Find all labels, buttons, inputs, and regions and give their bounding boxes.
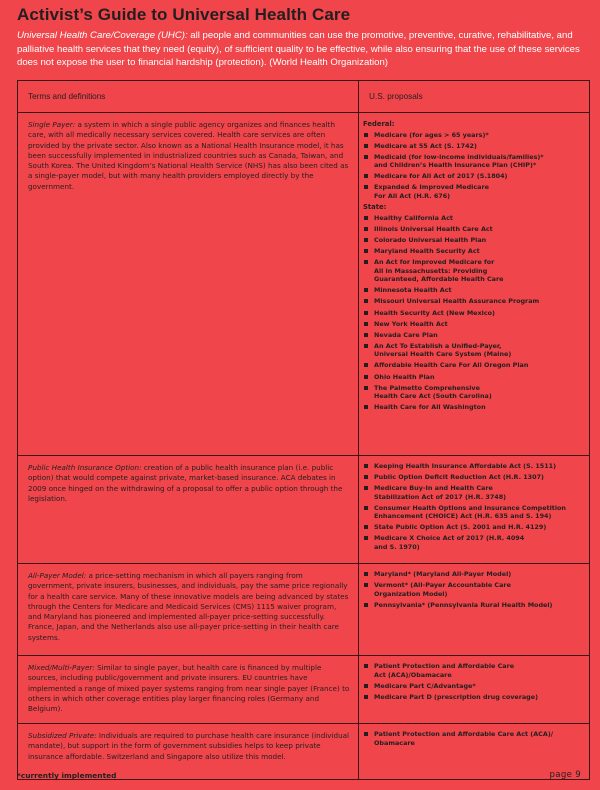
proposal-list (363, 570, 585, 609)
table-row (18, 656, 590, 724)
list-item: Ohio Health Plan (363, 373, 585, 382)
bullet-square-icon (364, 603, 368, 607)
table-row (18, 456, 590, 564)
list-item: Medicaid (for low-income individuals/families)* and Children’s Health Insurance Plan (CHIP)* (363, 153, 585, 170)
bullet-square-icon (364, 185, 368, 189)
bullet-square-icon (364, 536, 368, 540)
list-item: The Palmetto Comprehensive Health Care Act (South Carolina) (363, 384, 585, 401)
list-item: Medicare for All Act of 2017 (S.1804) (363, 172, 585, 181)
list-item: Health Care for All Washington (363, 403, 585, 412)
list-item: State Public Option Act (S. 2001 and H.R. 4129) (363, 523, 585, 532)
proposals-cell (359, 113, 590, 456)
bullet-square-icon (364, 506, 368, 510)
list-item: Medicare at 55 Act (S. 1742) (363, 142, 585, 151)
bullet-square-icon (364, 405, 368, 409)
list-item: Healthy California Act (363, 214, 585, 223)
definition-cell (18, 564, 359, 656)
proposals-cell (359, 456, 590, 564)
list-item: Consumer Health Options and Insurance Competition Enhancement (CHOICE) Act (H.R. 635 and S. 194) (363, 504, 585, 521)
bullet-square-icon (364, 695, 368, 699)
intro-text: all people and communities can use the promotive, preventive, curative, rehabilitative, and palliative health services that they need (equity), of sufficient quality to be effective, while also ensuring that the use of these services does not expose the user to financial hardship (protection). (World Health Organization) (17, 30, 580, 68)
bullet-square-icon (364, 375, 368, 379)
bullet-square-icon (364, 386, 368, 390)
list-item: Medicare Part C/Advantage* (363, 682, 585, 691)
intro-term: Universal Health Care/Coverage (UHC): (17, 30, 188, 41)
list-item: An Act for Improved Medicare for All in Massachusetts: Providing Guaranteed, Affordable Health Care (363, 258, 585, 284)
term-label: Single Payer: (28, 120, 76, 129)
list-item: Expanded & Improved Medicare For All Act (H.R. 676) (363, 183, 585, 200)
proposal-list (363, 462, 585, 551)
bullet-square-icon (364, 249, 368, 253)
list-item: Medicare (for ages > 65 years)* (363, 131, 585, 140)
bullet-square-icon (364, 311, 368, 315)
list-item: Colorado Universal Health Plan (363, 236, 585, 245)
bullet-square-icon (364, 583, 368, 587)
page-number: page 9 (549, 770, 581, 780)
page-title: Activist’s Guide to Universal Health Care (17, 5, 351, 24)
list-item: An Act To Establish a Unified-Payer, Universal Health Care System (Maine) (363, 342, 585, 359)
definition-text: a system in which a single public agency organizes and finances health care, with all medically necessary services covered. Health care services are often provided by the private sector. Also known as a National Health Insurance model, it has been successfully implemented in industrialized countries such as Canada, Taiwan, and South Korea. The United Kingdom’s National Health Service (NHS) has also been cited as a single-payer model, but with many health providers employed directly by the government. (28, 120, 349, 191)
bullet-square-icon (364, 155, 368, 159)
definition-text: Similar to single payer, but health care is financed by multiple sources, including public/government and private insurers. EU countries have implemented a range of mixed payer systems ranging from near single payer (France) to others in which other coverage entities play larger financing roles (Germany and Belgium). (28, 663, 350, 714)
bullet-square-icon (364, 363, 368, 367)
list-item: Patient Protection and Affordable Care Act (ACA)/ Obamacare (363, 730, 585, 747)
bullet-square-icon (364, 344, 368, 348)
proposal-list (363, 662, 585, 701)
proposal-list-federal (363, 131, 585, 201)
list-item: Medicare X Choice Act of 2017 (H.R. 4094 and S. 1970) (363, 534, 585, 551)
term-label: All-Payer Model: (28, 571, 87, 580)
definition-cell (18, 656, 359, 724)
list-item: Nevada Care Plan (363, 331, 585, 340)
proposals-cell (359, 656, 590, 724)
group-label-state: State: (363, 203, 387, 212)
bullet-square-icon (364, 260, 368, 264)
proposals-cell (359, 564, 590, 656)
definition-text: Individuals are required to purchase health care insurance (individual mandate), but support in the form of government subsidies helps to keep private insurance affordable. Switzerland and Singapore also utilize this model. (28, 731, 350, 761)
definition-cell (18, 113, 359, 456)
footnote: *currently implemented (17, 771, 117, 780)
list-item: Missouri Universal Health Assurance Program (363, 297, 585, 306)
list-item: Minnesota Health Act (363, 286, 585, 295)
header-terms: Terms and definitions (18, 81, 359, 113)
bullet-square-icon (364, 133, 368, 137)
list-item: Patient Protection and Affordable Care Act (ACA)/Obamacare (363, 662, 585, 679)
definition-text: creation of a public health insurance plan (i.e. public option) that would compete against private, market-based insurance. ACA debates in 2009 once hinged on the withdrawing of a proposal to offer a public option through the legislation. (28, 463, 343, 503)
bullet-square-icon (364, 664, 368, 668)
list-item: Keeping Health Insurance Affordable Act (S. 1511) (363, 462, 585, 471)
bullet-square-icon (364, 174, 368, 178)
group-label-federal: Federal: (363, 120, 395, 128)
list-item: Vermont* (All-Payer Accountable Care Organization Model) (363, 581, 585, 598)
list-item: Medicare Part D (prescription drug coverage) (363, 693, 585, 702)
list-item: Public Option Deficit Reduction Act (H.R. 1307) (363, 473, 585, 482)
intro-paragraph (17, 29, 587, 70)
table-row (18, 113, 590, 456)
list-item: Medicare Buy-In and Health Care Stabilization Act of 2017 (H.R. 3748) (363, 484, 585, 501)
header-proposals: U.S. proposals (359, 81, 590, 113)
table-header-row (18, 81, 590, 113)
term-label: Mixed/Multi-Payer: (28, 663, 95, 672)
bullet-square-icon (364, 475, 368, 479)
policy-table (17, 80, 590, 780)
bullet-square-icon (364, 486, 368, 490)
bullet-square-icon (364, 227, 368, 231)
list-item: Illinois Universal Health Care Act (363, 225, 585, 234)
list-item: Maryland* (Maryland All-Payer Model) (363, 570, 585, 579)
bullet-square-icon (364, 322, 368, 326)
term-label: Subsidized Private: (28, 731, 97, 740)
term-label: Public Health Insurance Option: (28, 463, 142, 472)
bullet-square-icon (364, 572, 368, 576)
bullet-square-icon (364, 464, 368, 468)
list-item: Health Security Act (New Mexico) (363, 309, 585, 318)
bullet-square-icon (364, 525, 368, 529)
bullet-square-icon (364, 333, 368, 337)
proposal-list (363, 730, 585, 747)
bullet-square-icon (364, 299, 368, 303)
list-item: Pennsylvania* (Pennsylvania Rural Health Model) (363, 601, 585, 610)
definition-text: a price-setting mechanism in which all payers ranging from government, private insurers, businesses, and individuals, pay the same price regionally for a health care service. Many of these innovative models are being advanced by states through the Centers for Medicare and Medicaid Services (CMS) 1115 waiver program, and Maryland has pioneered and implemented all-payer price-setting successfully. France, Japan, and the Netherlands also use all-payer price-setting in their health care systems. (28, 571, 349, 642)
proposal-list-state (363, 214, 585, 412)
list-item: New York Health Act (363, 320, 585, 329)
bullet-square-icon (364, 238, 368, 242)
list-item: Maryland Health Security Act (363, 247, 585, 256)
definition-cell (18, 456, 359, 564)
bullet-square-icon (364, 732, 368, 736)
table-row (18, 564, 590, 656)
bullet-square-icon (364, 288, 368, 292)
list-item: Affordable Health Care For All Oregon Plan (363, 361, 585, 370)
bullet-square-icon (364, 684, 368, 688)
bullet-square-icon (364, 144, 368, 148)
bullet-square-icon (364, 216, 368, 220)
